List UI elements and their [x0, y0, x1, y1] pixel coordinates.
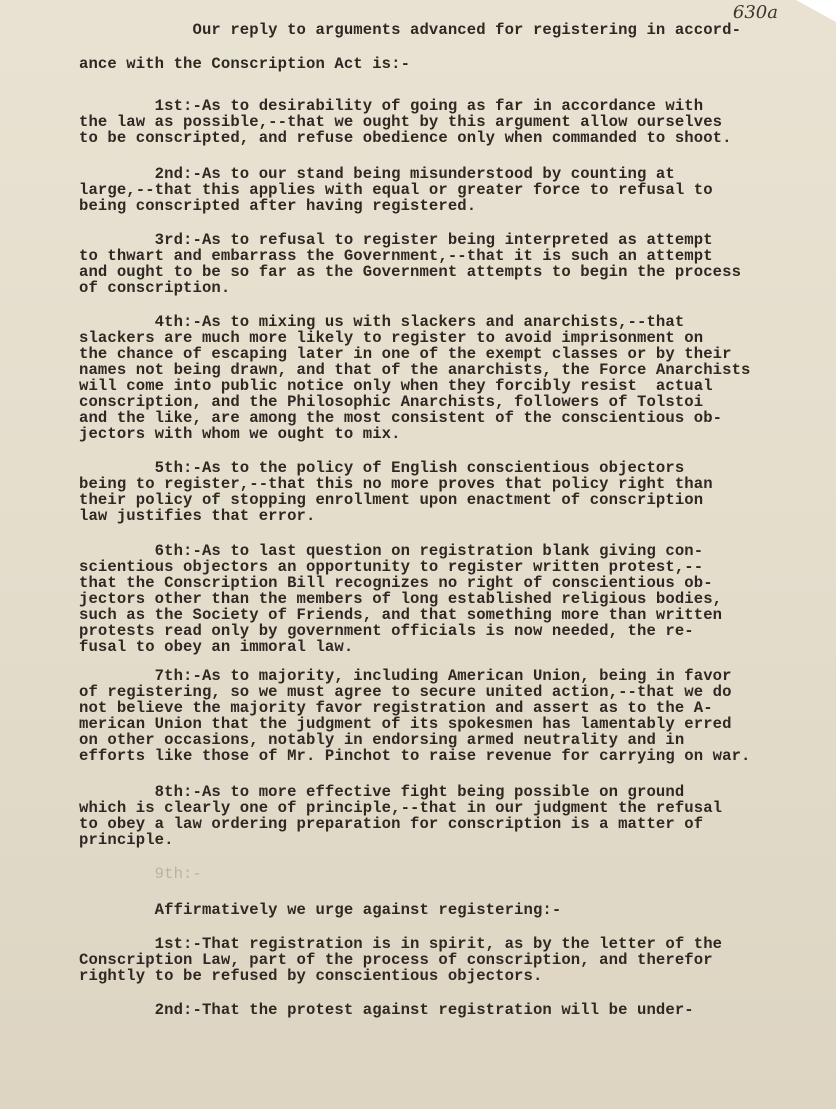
paragraph-line: large,--that this applies with equal or greater force to refusal to	[79, 181, 713, 199]
paragraph-line: being to register,--that this no more proves that policy right than	[79, 475, 713, 493]
paragraph-line: being conscripted after having registered.	[79, 197, 477, 215]
paragraph-line: 1st:-That registration is in spirit, as by the letter of the	[79, 935, 723, 953]
affirm-heading: Affirmatively we urge against registering:-	[79, 901, 562, 919]
affirm-paragraph-1	[79, 936, 722, 984]
intro-line-1: Our reply to arguments advanced for registering in accord-	[79, 21, 742, 39]
paragraph-line: slackers are much more likely to register to avoid imprisonment on	[79, 329, 704, 347]
paragraph-line: that the Conscription Bill recognizes no right of conscientious ob-	[79, 574, 713, 592]
paragraph-line: the law as possible,--that we ought by this argument allow ourselves	[79, 113, 723, 131]
reply-paragraph-5	[79, 460, 713, 524]
paragraph-line: not believe the majority favor registration and assert as to the A-	[79, 699, 713, 717]
reply-paragraph-1	[79, 98, 732, 146]
paragraph-line: names not being drawn, and that of the anarchists, the Force Anarchists	[79, 361, 751, 379]
paragraph-line: to be conscripted, and refuse obedience only when commanded to shoot.	[79, 129, 732, 147]
paragraph-line: protests read only by government officials is now needed, the re-	[79, 622, 694, 640]
paragraph-line: conscription, and the Philosophic Anarchists, followers of Tolstoi	[79, 393, 704, 411]
paragraph-line: 4th:-As to mixing us with slackers and anarchists,--that	[79, 313, 685, 331]
struck-item-block	[79, 866, 202, 882]
paragraph-line: the chance of escaping later in one of the exempt classes or by their	[79, 345, 732, 363]
paragraph-line: and ought to be so far as the Government attempts to begin the process	[79, 263, 742, 281]
paragraph-line: 6th:-As to last question on registration blank giving con-	[79, 542, 704, 560]
paragraph-line: Conscription Law, part of the process of conscription, and therefor	[79, 951, 713, 969]
reply-paragraph-4	[79, 314, 751, 442]
handwritten-page-number: 630a	[732, 2, 778, 23]
paragraph-line: 1st:-As to desirability of going as far in accordance with	[79, 97, 704, 115]
paragraph-line: fusal to obey an immoral law.	[79, 638, 354, 656]
reply-paragraph-7	[79, 668, 751, 764]
paragraph-line: their policy of stopping enrollment upon enactment of conscription	[79, 491, 704, 509]
paragraph-line: will come into public notice only when they forcibly resist actual	[79, 377, 713, 395]
paragraph-line: 7th:-As to majority, including American Union, being in favor	[79, 667, 732, 685]
paragraph-line: to obey a law ordering preparation for conscription is a matter of	[79, 815, 704, 833]
paragraph-line: rightly to be refused by conscientious objectors.	[79, 967, 543, 985]
reply-paragraph-2	[79, 166, 713, 214]
paragraph-line: law justifies that error.	[79, 507, 316, 525]
paragraph-line: merican Union that the judgment of its spokesmen has lamentably erred	[79, 715, 732, 733]
reply-paragraph-8	[79, 784, 722, 848]
paragraph-line: jectors with whom we ought to mix.	[79, 425, 401, 443]
affirm-heading-block	[79, 902, 561, 918]
intro-line-2: ance with the Conscription Act is:-	[79, 55, 411, 73]
paragraph-line: 2nd:-That the protest against registration will be under-	[79, 1001, 694, 1019]
paragraph-line: 5th:-As to the policy of English conscientious objectors	[79, 459, 685, 477]
paragraph-line: and the like, are among the most consistent of the conscientious ob-	[79, 409, 723, 427]
affirm-paragraph-2	[79, 1002, 694, 1018]
paragraph-line: on other occasions, notably in endorsing armed neutrality and in	[79, 731, 685, 749]
reply-paragraph-3	[79, 232, 741, 296]
paragraph-line: of conscription.	[79, 279, 231, 297]
paragraph-line: jectors other than the members of long established religious bodies,	[79, 590, 723, 608]
paragraph-line: principle.	[79, 831, 174, 849]
paragraph-line: which is clearly one of principle,--that in our judgment the refusal	[79, 799, 723, 817]
reply-paragraph-6	[79, 543, 722, 655]
paragraph-line: 3rd:-As to refusal to register being interpreted as attempt	[79, 231, 713, 249]
paragraph-line: such as the Society of Friends, and that something more than written	[79, 606, 723, 624]
faint-struck-item: 9th:-	[79, 865, 202, 883]
paragraph-line: 8th:-As to more effective fight being possible on ground	[79, 783, 685, 801]
paragraph-line: efforts like those of Mr. Pinchot to raise revenue for carrying on war.	[79, 747, 751, 765]
paragraph-line: of registering, so we must agree to secure united action,--that we do	[79, 683, 732, 701]
intro-block	[79, 22, 741, 72]
paragraph-line: 2nd:-As to our stand being misunderstood by counting at	[79, 165, 675, 183]
page-corner-fold	[796, 0, 836, 22]
paragraph-line: to thwart and embarrass the Government,--that it is such an attempt	[79, 247, 713, 265]
paragraph-line: scientious objectors an opportunity to register written protest,--	[79, 558, 704, 576]
